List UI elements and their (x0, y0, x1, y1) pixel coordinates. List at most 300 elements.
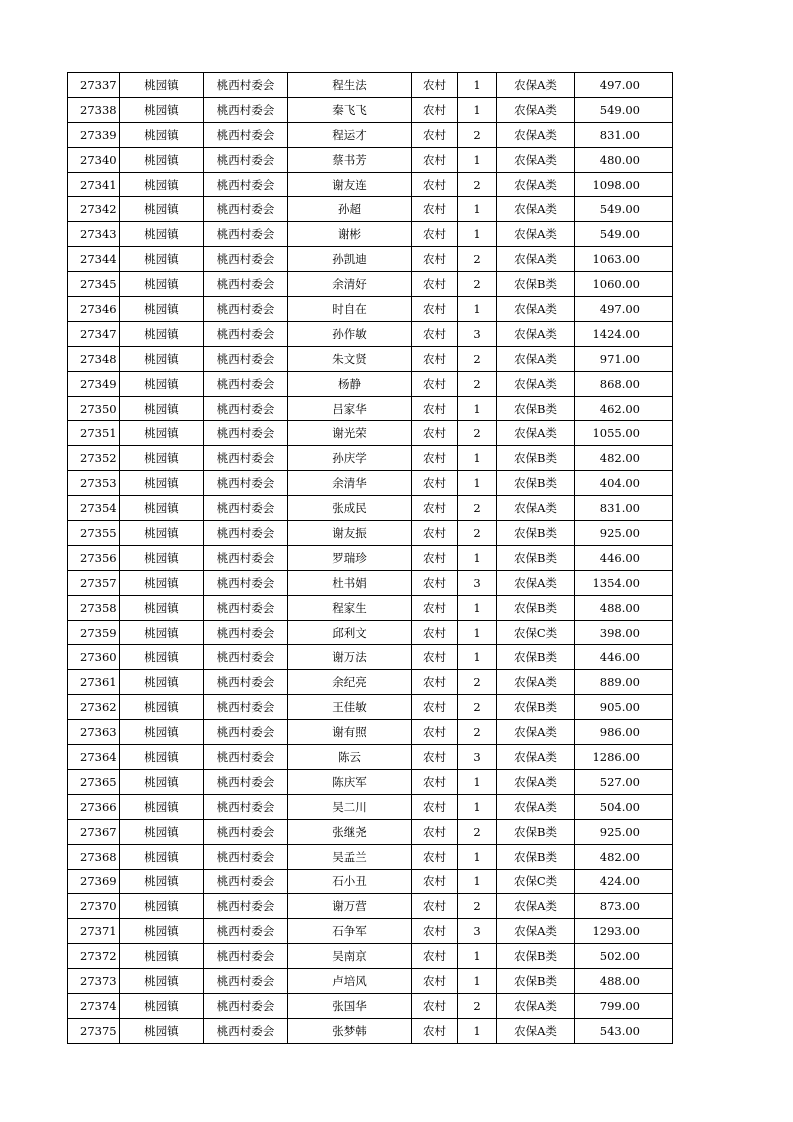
cell-name: 孙庆学 (288, 446, 412, 471)
cell-town: 桃园镇 (120, 272, 204, 297)
cell-category: 农保A类 (497, 321, 575, 346)
cell-category: 农保B类 (497, 521, 575, 546)
cell-name: 秦飞飞 (288, 97, 412, 122)
cell-category: 农保B类 (497, 545, 575, 570)
cell-committee: 桃西村委会 (204, 197, 288, 222)
roster-table (67, 72, 673, 1044)
cell-town: 桃园镇 (120, 147, 204, 172)
cell-area-type: 农村 (412, 969, 458, 994)
cell-count: 2 (458, 695, 497, 720)
cell-count: 1 (458, 147, 497, 172)
cell-amount: 868.00 (575, 371, 673, 396)
table-row (68, 894, 673, 919)
table-row (68, 769, 673, 794)
table-row (68, 496, 673, 521)
cell-committee: 桃西村委会 (204, 969, 288, 994)
roster-body (68, 73, 673, 1044)
cell-area-type: 农村 (412, 147, 458, 172)
table-row (68, 122, 673, 147)
cell-town: 桃园镇 (120, 794, 204, 819)
cell-count: 3 (458, 570, 497, 595)
cell-town: 桃园镇 (120, 769, 204, 794)
cell-town: 桃园镇 (120, 97, 204, 122)
cell-committee: 桃西村委会 (204, 819, 288, 844)
cell-name: 吴孟兰 (288, 844, 412, 869)
cell-town: 桃园镇 (120, 446, 204, 471)
cell-serial-no: 27373 (68, 969, 120, 994)
cell-committee: 桃西村委会 (204, 471, 288, 496)
cell-name: 石小丑 (288, 869, 412, 894)
cell-amount: 497.00 (575, 73, 673, 98)
cell-category: 农保A类 (497, 147, 575, 172)
cell-amount: 549.00 (575, 197, 673, 222)
cell-area-type: 农村 (412, 720, 458, 745)
cell-town: 桃园镇 (120, 1018, 204, 1043)
cell-committee: 桃西村委会 (204, 1018, 288, 1043)
cell-area-type: 农村 (412, 595, 458, 620)
cell-town: 桃园镇 (120, 421, 204, 446)
table-row (68, 595, 673, 620)
cell-count: 1 (458, 844, 497, 869)
cell-amount: 925.00 (575, 819, 673, 844)
cell-serial-no: 27359 (68, 620, 120, 645)
cell-name: 余纪亮 (288, 670, 412, 695)
cell-area-type: 农村 (412, 844, 458, 869)
cell-serial-no: 27342 (68, 197, 120, 222)
cell-count: 2 (458, 894, 497, 919)
cell-committee: 桃西村委会 (204, 421, 288, 446)
cell-name: 谢万法 (288, 645, 412, 670)
table-row (68, 172, 673, 197)
cell-count: 1 (458, 620, 497, 645)
cell-area-type: 农村 (412, 894, 458, 919)
cell-committee: 桃西村委会 (204, 894, 288, 919)
cell-committee: 桃西村委会 (204, 496, 288, 521)
cell-area-type: 农村 (412, 521, 458, 546)
cell-committee: 桃西村委会 (204, 869, 288, 894)
cell-area-type: 农村 (412, 919, 458, 944)
cell-town: 桃园镇 (120, 969, 204, 994)
cell-area-type: 农村 (412, 197, 458, 222)
cell-area-type: 农村 (412, 794, 458, 819)
cell-amount: 398.00 (575, 620, 673, 645)
cell-category: 农保A类 (497, 570, 575, 595)
table-row (68, 944, 673, 969)
cell-area-type: 农村 (412, 570, 458, 595)
cell-area-type: 农村 (412, 222, 458, 247)
cell-serial-no: 27364 (68, 745, 120, 770)
cell-count: 1 (458, 969, 497, 994)
cell-serial-no: 27370 (68, 894, 120, 919)
cell-amount: 504.00 (575, 794, 673, 819)
cell-amount: 831.00 (575, 496, 673, 521)
cell-name: 张继尧 (288, 819, 412, 844)
cell-serial-no: 27356 (68, 545, 120, 570)
cell-serial-no: 27340 (68, 147, 120, 172)
cell-committee: 桃西村委会 (204, 919, 288, 944)
table-row (68, 521, 673, 546)
cell-area-type: 农村 (412, 670, 458, 695)
cell-committee: 桃西村委会 (204, 346, 288, 371)
cell-amount: 404.00 (575, 471, 673, 496)
table-row (68, 720, 673, 745)
table-row (68, 247, 673, 272)
cell-category: 农保A类 (497, 197, 575, 222)
cell-category: 农保A类 (497, 97, 575, 122)
cell-count: 1 (458, 869, 497, 894)
cell-name: 谢友振 (288, 521, 412, 546)
cell-category: 农保A类 (497, 894, 575, 919)
cell-town: 桃园镇 (120, 993, 204, 1018)
cell-count: 1 (458, 1018, 497, 1043)
cell-area-type: 农村 (412, 122, 458, 147)
cell-serial-no: 27354 (68, 496, 120, 521)
cell-amount: 873.00 (575, 894, 673, 919)
cell-count: 2 (458, 421, 497, 446)
cell-name: 孙凯迪 (288, 247, 412, 272)
table-row (68, 570, 673, 595)
cell-area-type: 农村 (412, 371, 458, 396)
cell-serial-no: 27372 (68, 944, 120, 969)
cell-serial-no: 27365 (68, 769, 120, 794)
cell-serial-no: 27367 (68, 819, 120, 844)
cell-serial-no: 27358 (68, 595, 120, 620)
cell-area-type: 农村 (412, 73, 458, 98)
table-row (68, 147, 673, 172)
cell-town: 桃园镇 (120, 521, 204, 546)
cell-count: 3 (458, 919, 497, 944)
cell-committee: 桃西村委会 (204, 769, 288, 794)
cell-area-type: 农村 (412, 421, 458, 446)
cell-category: 农保A类 (497, 496, 575, 521)
cell-town: 桃园镇 (120, 919, 204, 944)
cell-category: 农保B类 (497, 446, 575, 471)
cell-count: 2 (458, 272, 497, 297)
table-row (68, 545, 673, 570)
cell-amount: 543.00 (575, 1018, 673, 1043)
cell-committee: 桃西村委会 (204, 595, 288, 620)
cell-name: 石争军 (288, 919, 412, 944)
cell-town: 桃园镇 (120, 595, 204, 620)
cell-category: 农保A类 (497, 371, 575, 396)
cell-amount: 424.00 (575, 869, 673, 894)
cell-area-type: 农村 (412, 869, 458, 894)
cell-name: 陈庆军 (288, 769, 412, 794)
cell-category: 农保A类 (497, 122, 575, 147)
cell-amount: 799.00 (575, 993, 673, 1018)
cell-amount: 527.00 (575, 769, 673, 794)
cell-category: 农保B类 (497, 844, 575, 869)
cell-count: 2 (458, 496, 497, 521)
cell-serial-no: 27360 (68, 645, 120, 670)
cell-category: 农保B类 (497, 695, 575, 720)
cell-category: 农保A类 (497, 421, 575, 446)
table-row (68, 645, 673, 670)
cell-serial-no: 27349 (68, 371, 120, 396)
cell-town: 桃园镇 (120, 944, 204, 969)
cell-committee: 桃西村委会 (204, 570, 288, 595)
cell-count: 2 (458, 993, 497, 1018)
cell-town: 桃园镇 (120, 844, 204, 869)
cell-name: 孙作敏 (288, 321, 412, 346)
table-row (68, 794, 673, 819)
cell-category: 农保A类 (497, 745, 575, 770)
cell-category: 农保A类 (497, 222, 575, 247)
cell-serial-no: 27350 (68, 396, 120, 421)
table-row (68, 670, 673, 695)
cell-town: 桃园镇 (120, 720, 204, 745)
table-row (68, 321, 673, 346)
cell-amount: 1424.00 (575, 321, 673, 346)
cell-serial-no: 27353 (68, 471, 120, 496)
cell-name: 张梦韩 (288, 1018, 412, 1043)
cell-serial-no: 27344 (68, 247, 120, 272)
cell-count: 1 (458, 197, 497, 222)
cell-serial-no: 27369 (68, 869, 120, 894)
table-row (68, 471, 673, 496)
table-row (68, 371, 673, 396)
cell-area-type: 农村 (412, 346, 458, 371)
cell-name: 吕家华 (288, 396, 412, 421)
table-row (68, 1018, 673, 1043)
cell-amount: 482.00 (575, 844, 673, 869)
cell-committee: 桃西村委会 (204, 521, 288, 546)
cell-serial-no: 27347 (68, 321, 120, 346)
cell-serial-no: 27375 (68, 1018, 120, 1043)
cell-amount: 488.00 (575, 595, 673, 620)
cell-category: 农保B类 (497, 471, 575, 496)
cell-amount: 1354.00 (575, 570, 673, 595)
cell-count: 1 (458, 446, 497, 471)
cell-category: 农保A类 (497, 73, 575, 98)
cell-area-type: 农村 (412, 645, 458, 670)
cell-name: 罗瑞珍 (288, 545, 412, 570)
cell-area-type: 农村 (412, 321, 458, 346)
cell-committee: 桃西村委会 (204, 993, 288, 1018)
cell-area-type: 农村 (412, 97, 458, 122)
cell-area-type: 农村 (412, 819, 458, 844)
cell-category: 农保A类 (497, 993, 575, 1018)
cell-area-type: 农村 (412, 745, 458, 770)
cell-town: 桃园镇 (120, 396, 204, 421)
cell-name: 孙超 (288, 197, 412, 222)
cell-count: 1 (458, 545, 497, 570)
cell-town: 桃园镇 (120, 645, 204, 670)
cell-serial-no: 27352 (68, 446, 120, 471)
cell-count: 1 (458, 645, 497, 670)
cell-serial-no: 27348 (68, 346, 120, 371)
cell-committee: 桃西村委会 (204, 396, 288, 421)
cell-area-type: 农村 (412, 496, 458, 521)
cell-amount: 889.00 (575, 670, 673, 695)
cell-amount: 925.00 (575, 521, 673, 546)
cell-count: 2 (458, 521, 497, 546)
cell-committee: 桃西村委会 (204, 73, 288, 98)
cell-serial-no: 27363 (68, 720, 120, 745)
cell-count: 2 (458, 122, 497, 147)
cell-count: 1 (458, 396, 497, 421)
cell-area-type: 农村 (412, 446, 458, 471)
cell-amount: 1098.00 (575, 172, 673, 197)
cell-count: 2 (458, 670, 497, 695)
cell-area-type: 农村 (412, 545, 458, 570)
cell-committee: 桃西村委会 (204, 670, 288, 695)
cell-serial-no: 27337 (68, 73, 120, 98)
cell-serial-no: 27355 (68, 521, 120, 546)
cell-amount: 482.00 (575, 446, 673, 471)
cell-amount: 480.00 (575, 147, 673, 172)
cell-amount: 462.00 (575, 396, 673, 421)
cell-area-type: 农村 (412, 993, 458, 1018)
table-row (68, 969, 673, 994)
cell-count: 2 (458, 172, 497, 197)
cell-committee: 桃西村委会 (204, 446, 288, 471)
cell-name: 谢友连 (288, 172, 412, 197)
cell-town: 桃园镇 (120, 745, 204, 770)
cell-serial-no: 27368 (68, 844, 120, 869)
cell-area-type: 农村 (412, 620, 458, 645)
cell-serial-no: 27357 (68, 570, 120, 595)
cell-count: 1 (458, 944, 497, 969)
cell-name: 杜书娟 (288, 570, 412, 595)
table-row (68, 421, 673, 446)
cell-category: 农保A类 (497, 670, 575, 695)
cell-committee: 桃西村委会 (204, 620, 288, 645)
cell-name: 邱利文 (288, 620, 412, 645)
table-row (68, 919, 673, 944)
cell-amount: 1063.00 (575, 247, 673, 272)
cell-count: 1 (458, 595, 497, 620)
cell-name: 卢培风 (288, 969, 412, 994)
cell-town: 桃园镇 (120, 670, 204, 695)
cell-amount: 488.00 (575, 969, 673, 994)
cell-town: 桃园镇 (120, 222, 204, 247)
table-row (68, 272, 673, 297)
cell-committee: 桃西村委会 (204, 371, 288, 396)
cell-area-type: 农村 (412, 297, 458, 322)
cell-town: 桃园镇 (120, 73, 204, 98)
cell-category: 农保B类 (497, 819, 575, 844)
table-row (68, 73, 673, 98)
cell-category: 农保A类 (497, 297, 575, 322)
cell-committee: 桃西村委会 (204, 321, 288, 346)
cell-town: 桃园镇 (120, 695, 204, 720)
cell-category: 农保C类 (497, 869, 575, 894)
cell-count: 1 (458, 769, 497, 794)
cell-serial-no: 27351 (68, 421, 120, 446)
cell-serial-no: 27343 (68, 222, 120, 247)
cell-name: 王佳敏 (288, 695, 412, 720)
cell-name: 程生法 (288, 73, 412, 98)
cell-area-type: 农村 (412, 769, 458, 794)
cell-area-type: 农村 (412, 695, 458, 720)
cell-category: 农保B类 (497, 595, 575, 620)
table-row (68, 869, 673, 894)
cell-name: 吴二川 (288, 794, 412, 819)
cell-town: 桃园镇 (120, 869, 204, 894)
cell-category: 农保B类 (497, 272, 575, 297)
cell-name: 程运才 (288, 122, 412, 147)
cell-town: 桃园镇 (120, 247, 204, 272)
cell-name: 张国华 (288, 993, 412, 1018)
cell-category: 农保A类 (497, 247, 575, 272)
cell-name: 余清好 (288, 272, 412, 297)
cell-committee: 桃西村委会 (204, 844, 288, 869)
cell-committee: 桃西村委会 (204, 645, 288, 670)
cell-count: 3 (458, 745, 497, 770)
cell-town: 桃园镇 (120, 570, 204, 595)
cell-amount: 1060.00 (575, 272, 673, 297)
cell-area-type: 农村 (412, 272, 458, 297)
table-row (68, 446, 673, 471)
cell-town: 桃园镇 (120, 471, 204, 496)
cell-town: 桃园镇 (120, 819, 204, 844)
cell-name: 时自在 (288, 297, 412, 322)
cell-count: 2 (458, 346, 497, 371)
cell-serial-no: 27339 (68, 122, 120, 147)
cell-category: 农保A类 (497, 1018, 575, 1043)
table-row (68, 222, 673, 247)
cell-committee: 桃西村委会 (204, 944, 288, 969)
cell-amount: 971.00 (575, 346, 673, 371)
table-row (68, 745, 673, 770)
cell-serial-no: 27345 (68, 272, 120, 297)
cell-amount: 549.00 (575, 222, 673, 247)
cell-count: 1 (458, 222, 497, 247)
cell-category: 农保A类 (497, 346, 575, 371)
cell-town: 桃园镇 (120, 545, 204, 570)
table-row (68, 993, 673, 1018)
cell-amount: 446.00 (575, 545, 673, 570)
cell-category: 农保A类 (497, 720, 575, 745)
cell-committee: 桃西村委会 (204, 720, 288, 745)
table-row (68, 346, 673, 371)
cell-name: 蔡书芳 (288, 147, 412, 172)
cell-name: 吴南京 (288, 944, 412, 969)
table-row (68, 197, 673, 222)
cell-committee: 桃西村委会 (204, 794, 288, 819)
cell-committee: 桃西村委会 (204, 545, 288, 570)
cell-serial-no: 27341 (68, 172, 120, 197)
cell-town: 桃园镇 (120, 297, 204, 322)
table-row (68, 620, 673, 645)
cell-serial-no: 27374 (68, 993, 120, 1018)
table-row (68, 97, 673, 122)
cell-name: 谢光荣 (288, 421, 412, 446)
cell-committee: 桃西村委会 (204, 222, 288, 247)
cell-area-type: 农村 (412, 396, 458, 421)
cell-committee: 桃西村委会 (204, 272, 288, 297)
cell-count: 2 (458, 819, 497, 844)
cell-committee: 桃西村委会 (204, 745, 288, 770)
table-row (68, 695, 673, 720)
cell-area-type: 农村 (412, 944, 458, 969)
cell-category: 农保B类 (497, 944, 575, 969)
cell-count: 1 (458, 97, 497, 122)
cell-name: 余清华 (288, 471, 412, 496)
cell-count: 1 (458, 73, 497, 98)
cell-amount: 831.00 (575, 122, 673, 147)
cell-town: 桃园镇 (120, 321, 204, 346)
cell-name: 谢有照 (288, 720, 412, 745)
cell-category: 农保A类 (497, 172, 575, 197)
cell-count: 1 (458, 297, 497, 322)
cell-committee: 桃西村委会 (204, 122, 288, 147)
cell-committee: 桃西村委会 (204, 297, 288, 322)
cell-count: 2 (458, 720, 497, 745)
cell-committee: 桃西村委会 (204, 247, 288, 272)
cell-serial-no: 27366 (68, 794, 120, 819)
